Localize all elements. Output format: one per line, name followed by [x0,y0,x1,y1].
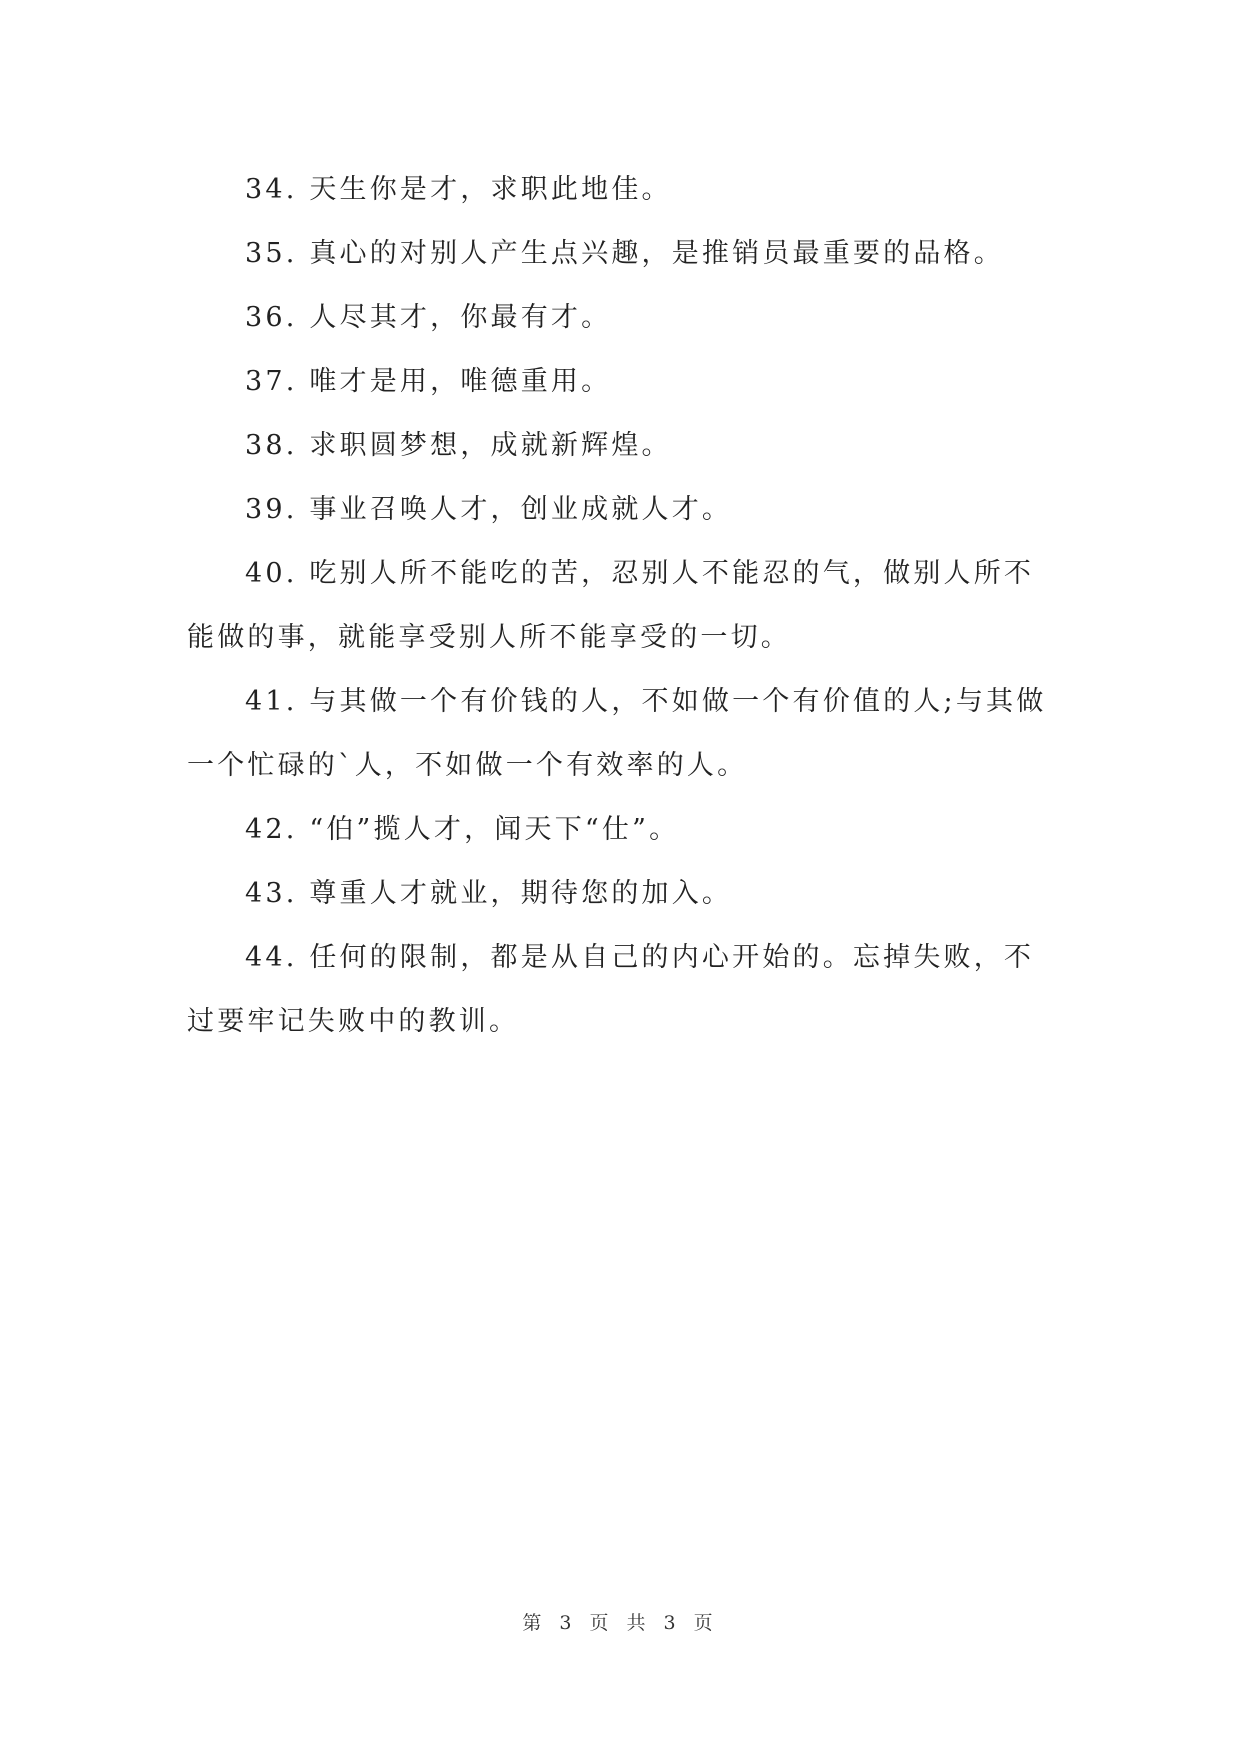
paragraph-36: 36. 人尽其才，你最有才。 [245,302,612,333]
paragraph-40: 40. 吃别人所不能吃的苦，忍别人不能忍的气，做别人所不能做的事，就能享受别人所不能享受的一切。 [187,558,1035,653]
paragraph-44: 44. 任何的限制，都是从自己的内心开始的。忘掉失败，不过要牢记失败中的教训。 [187,942,1035,1037]
paragraph-39: 39. 事业召唤人才，创业成就人才。 [245,494,733,525]
paragraph-42: 42. “伯”揽人才，闻天下“仕”。 [245,814,680,845]
paragraph-41: 41. 与其做一个有价钱的人，不如做一个有价值的人;与其做一个忙碌的`人，不如做一个有效率的人。 [187,686,1047,781]
paragraph-37: 37. 唯才是用，唯德重用。 [245,366,612,397]
paragraph-43: 43. 尊重人才就业，期待您的加入。 [245,878,733,909]
paragraph-35: 35. 真心的对别人产生点兴趣，是推销员最重要的品格。 [245,238,1004,269]
paragraph-38: 38. 求职圆梦想，成就新辉煌。 [245,430,672,461]
document-body [187,158,1057,1054]
page-number-footer: 第 3 页 共 3 页 [522,1612,719,1634]
paragraph-34: 34. 天生你是才，求职此地佳。 [245,174,672,205]
